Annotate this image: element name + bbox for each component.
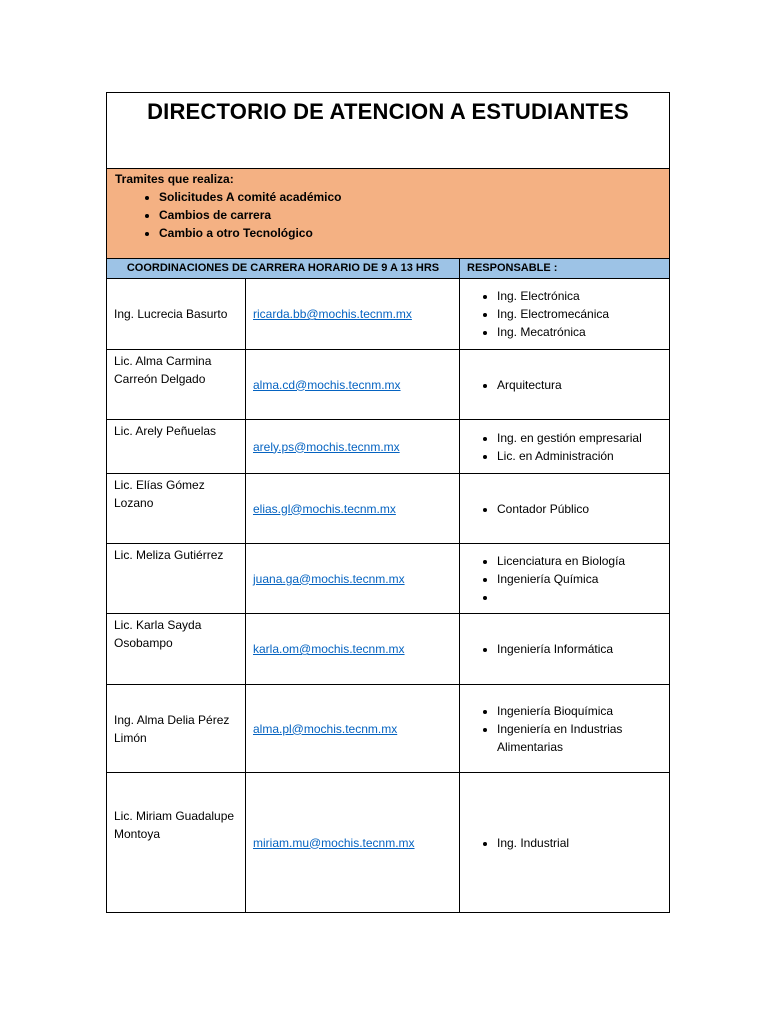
career-item: • Ing. en gestión empresarial [497, 429, 642, 447]
email-cell [246, 420, 460, 473]
tramites-label: Tramites que realiza: [115, 172, 234, 186]
table-row [107, 773, 669, 912]
email-cell [246, 685, 460, 772]
page-title: DIRECTORIO DE ATENCION A ESTUDIANTES [147, 99, 629, 124]
coordinator-name: Ing. Lucrecia Basurto [107, 279, 246, 349]
coordinator-name: Lic. Miriam Guadalupe Montoya [107, 773, 246, 912]
title-box [107, 93, 669, 169]
careers-cell [460, 350, 669, 419]
directory-document [106, 92, 670, 913]
coordinator-name: Lic. Meliza Gutiérrez [107, 544, 246, 613]
career-item: • Licenciatura en Biología [497, 552, 625, 570]
careers-cell [460, 420, 669, 473]
email-cell [246, 279, 460, 349]
careers-cell [460, 685, 669, 772]
career-item: • Lic. en Administración [497, 447, 642, 465]
careers-list [467, 702, 662, 756]
email-link[interactable]: arely.ps@mochis.tecnm.mx [253, 439, 400, 454]
tramite-item: • Cambios de carrera [159, 206, 661, 224]
email-cell [246, 773, 460, 912]
careers-list [467, 429, 642, 465]
email-cell [246, 544, 460, 613]
table-row [107, 420, 669, 474]
table-header [107, 259, 669, 279]
careers-cell [460, 773, 669, 912]
table-row [107, 544, 669, 614]
career-item: • Ingeniería en Industrias Alimentarias [497, 720, 662, 756]
email-link[interactable]: miriam.mu@mochis.tecnm.mx [253, 835, 415, 850]
career-item [497, 588, 625, 606]
coordinator-name: Lic. Arely Peñuelas [107, 420, 246, 473]
career-item: • Ing. Mecatrónica [497, 323, 609, 341]
table-row [107, 279, 669, 350]
careers-cell [460, 614, 669, 684]
career-item: • Ingeniería Informática [497, 640, 613, 658]
coordinator-name: Lic. Karla Sayda Osobampo [107, 614, 246, 684]
table-row [107, 685, 669, 773]
coordinator-name: Lic. Elías Gómez Lozano [107, 474, 246, 543]
email-link[interactable]: karla.om@mochis.tecnm.mx [253, 642, 405, 656]
careers-list [467, 376, 562, 394]
email-link[interactable]: alma.pl@mochis.tecnm.mx [253, 721, 398, 736]
career-item: • Ing. Industrial [497, 834, 569, 852]
email-link[interactable]: juana.ga@mochis.tecnm.mx [253, 571, 405, 586]
table-row [107, 474, 669, 544]
coordinator-name: Lic. Alma Carmina Carreón Delgado [107, 350, 246, 419]
email-link[interactable]: alma.cd@mochis.tecnm.mx [253, 377, 401, 392]
tramites-section [107, 169, 669, 259]
tramite-item: • Solicitudes A comité académico [159, 188, 661, 206]
email-link[interactable]: ricarda.bb@mochis.tecnm.mx [253, 307, 412, 321]
email-link[interactable]: elias.gl@mochis.tecnm.mx [253, 501, 396, 516]
career-item: • Ing. Electromecánica [497, 305, 609, 323]
career-item: • Ingeniería Bioquímica [497, 702, 662, 720]
table-row [107, 614, 669, 685]
careers-cell [460, 474, 669, 543]
careers-cell [460, 544, 669, 613]
careers-list [467, 640, 613, 658]
career-item: • Ingeniería Química [497, 570, 625, 588]
careers-list [467, 552, 625, 606]
career-item: • Ing. Electrónica [497, 287, 609, 305]
header-coordinaciones: COORDINACIONES DE CARRERA HORARIO DE 9 A 13 HRS [107, 259, 460, 278]
career-item: • Contador Público [497, 500, 589, 518]
career-item: • Arquitectura [497, 376, 562, 394]
header-responsable: RESPONSABLE : [467, 262, 558, 274]
email-cell [246, 614, 460, 684]
careers-cell [460, 279, 669, 349]
email-cell [246, 474, 460, 543]
careers-list [467, 287, 609, 341]
table-row [107, 350, 669, 420]
careers-list [467, 500, 589, 518]
careers-list [467, 834, 569, 852]
email-cell [246, 350, 460, 419]
tramites-list [115, 188, 661, 242]
coordinator-name: Ing. Alma Delia Pérez Limón [107, 685, 246, 772]
tramite-item: • Cambio a otro Tecnológico [159, 224, 661, 242]
